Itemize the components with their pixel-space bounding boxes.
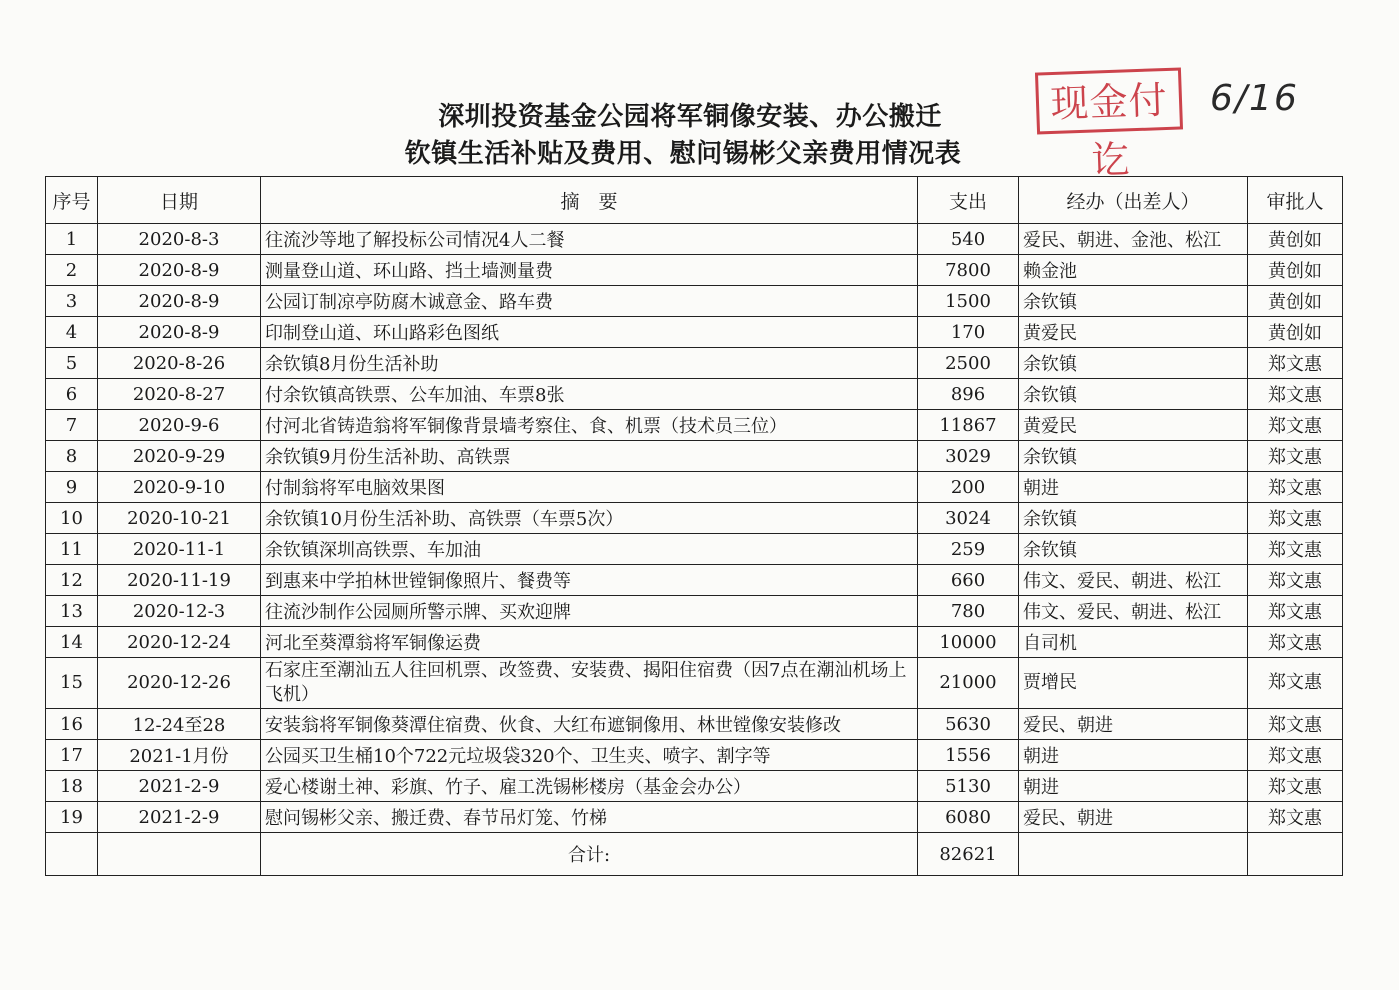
cell-approver: 郑文惠 [1248, 348, 1343, 379]
cell-approver: 黄创如 [1248, 317, 1343, 348]
cell-approver: 黄创如 [1248, 255, 1343, 286]
cell-handler: 朝进 [1019, 472, 1248, 503]
total-label: 合计: [261, 833, 918, 876]
total-row [46, 833, 1343, 876]
cell-seq: 17 [46, 740, 98, 771]
cell-date: 2020-9-6 [98, 410, 261, 441]
cell-summary: 印制登山道、环山路彩色图纸 [261, 317, 918, 348]
cell-date: 2020-8-9 [98, 255, 261, 286]
cell-summary: 付余钦镇高铁票、公车加油、车票8张 [261, 379, 918, 410]
total-approver-cell [1248, 833, 1343, 876]
cell-expense: 259 [918, 534, 1019, 565]
cell-approver: 郑文惠 [1248, 410, 1343, 441]
table-row [46, 410, 1343, 441]
cell-expense: 11867 [918, 410, 1019, 441]
cell-approver: 郑文惠 [1248, 596, 1343, 627]
document-title-line-2: 钦镇生活补贴及费用、慰问锡彬父亲费用情况表 [404, 139, 962, 169]
cell-date: 2020-8-26 [98, 348, 261, 379]
cell-handler: 余钦镇 [1019, 379, 1248, 410]
table-row [46, 379, 1343, 410]
cell-summary: 慰问锡彬父亲、搬迁费、春节吊灯笼、竹梯 [261, 802, 918, 833]
cell-handler: 自司机 [1019, 627, 1248, 658]
cash-paid-stamp: 现金付讫 [1035, 67, 1183, 134]
cell-approver: 郑文惠 [1248, 771, 1343, 802]
table-row [46, 740, 1343, 771]
table-row [46, 503, 1343, 534]
cell-summary: 付制翁将军电脑效果图 [261, 472, 918, 503]
cell-expense: 780 [918, 596, 1019, 627]
cell-seq: 11 [46, 534, 98, 565]
table-row [46, 224, 1343, 255]
cell-approver: 郑文惠 [1248, 802, 1343, 833]
cell-seq: 18 [46, 771, 98, 802]
cell-expense: 540 [918, 224, 1019, 255]
table-header-row [46, 177, 1343, 224]
expense-table [45, 176, 1343, 876]
cell-summary: 余钦镇8月份生活补助 [261, 348, 918, 379]
table-row [46, 771, 1343, 802]
cell-approver: 郑文惠 [1248, 534, 1343, 565]
cell-seq: 5 [46, 348, 98, 379]
cell-date: 2021-1月份 [98, 740, 261, 771]
cell-expense: 1500 [918, 286, 1019, 317]
cell-summary: 余钦镇10月份生活补助、高铁票（车票5次） [261, 503, 918, 534]
cell-date: 2020-12-3 [98, 596, 261, 627]
table-row [46, 348, 1343, 379]
cell-approver: 郑文惠 [1248, 441, 1343, 472]
cell-approver: 郑文惠 [1248, 379, 1343, 410]
cell-seq: 6 [46, 379, 98, 410]
cell-seq: 14 [46, 627, 98, 658]
cell-expense: 3024 [918, 503, 1019, 534]
cell-date: 2021-2-9 [98, 802, 261, 833]
cell-handler: 伟文、爱民、朝进、松江 [1019, 565, 1248, 596]
cell-seq: 15 [46, 658, 98, 709]
cell-summary: 付河北省铸造翁将军铜像背景墙考察住、食、机票（技术员三位） [261, 410, 918, 441]
cell-expense: 10000 [918, 627, 1019, 658]
cell-summary: 爱心楼谢土神、彩旗、竹子、雇工洗锡彬楼房（基金会办公） [261, 771, 918, 802]
table-row [46, 255, 1343, 286]
document-title-line-1: 深圳投资基金公园将军铜像安装、办公搬迁 [438, 102, 942, 132]
cell-seq: 4 [46, 317, 98, 348]
cell-expense: 2500 [918, 348, 1019, 379]
cell-handler: 余钦镇 [1019, 348, 1248, 379]
cell-approver: 郑文惠 [1248, 472, 1343, 503]
cell-seq: 13 [46, 596, 98, 627]
cell-summary: 往流沙等地了解投标公司情况4人二餐 [261, 224, 918, 255]
cell-seq: 3 [46, 286, 98, 317]
cell-summary: 安装翁将军铜像葵潭住宿费、伙食、大红布遮铜像用、林世镗像安装修改 [261, 709, 918, 740]
cell-expense: 21000 [918, 658, 1019, 709]
header-approver: 审批人 [1248, 177, 1343, 224]
cell-date: 2021-2-9 [98, 771, 261, 802]
table-row [46, 534, 1343, 565]
cell-summary: 公园买卫生桶10个722元垃圾袋320个、卫生夹、喷字、割字等 [261, 740, 918, 771]
cell-seq: 9 [46, 472, 98, 503]
cell-seq: 16 [46, 709, 98, 740]
cell-date: 2020-12-24 [98, 627, 261, 658]
cell-expense: 200 [918, 472, 1019, 503]
cell-seq: 12 [46, 565, 98, 596]
table-row [46, 802, 1343, 833]
cell-handler: 朝进 [1019, 771, 1248, 802]
cell-date: 2020-8-27 [98, 379, 261, 410]
cell-handler: 余钦镇 [1019, 441, 1248, 472]
cell-date: 2020-11-1 [98, 534, 261, 565]
header-summary: 摘 要 [261, 177, 918, 224]
header-expense: 支出 [918, 177, 1019, 224]
cell-summary: 河北至葵潭翁将军铜像运费 [261, 627, 918, 658]
cell-expense: 3029 [918, 441, 1019, 472]
cell-handler: 赖金池 [1019, 255, 1248, 286]
cell-approver: 郑文惠 [1248, 627, 1343, 658]
cell-seq: 19 [46, 802, 98, 833]
cell-handler: 贾增民 [1019, 658, 1248, 709]
cell-approver: 黄创如 [1248, 286, 1343, 317]
cell-date: 2020-8-9 [98, 317, 261, 348]
cell-summary: 余钦镇9月份生活补助、高铁票 [261, 441, 918, 472]
cell-handler: 爱民、朝进 [1019, 709, 1248, 740]
cell-date: 2020-11-19 [98, 565, 261, 596]
cell-date: 2020-9-29 [98, 441, 261, 472]
cell-summary: 石家庄至潮汕五人往回机票、改签费、安装费、揭阳住宿费（因7点在潮汕机场上飞机） [261, 658, 918, 709]
header-handler: 经办（出差人） [1019, 177, 1248, 224]
cell-approver: 黄创如 [1248, 224, 1343, 255]
table-row [46, 441, 1343, 472]
cell-approver: 郑文惠 [1248, 565, 1343, 596]
cell-handler: 朝进 [1019, 740, 1248, 771]
cell-expense: 6080 [918, 802, 1019, 833]
cell-seq: 1 [46, 224, 98, 255]
cell-date: 2020-8-9 [98, 286, 261, 317]
table-row [46, 658, 1343, 709]
cell-handler: 余钦镇 [1019, 286, 1248, 317]
cell-date: 2020-12-26 [98, 658, 261, 709]
cell-approver: 郑文惠 [1248, 709, 1343, 740]
cell-approver: 郑文惠 [1248, 658, 1343, 709]
cell-date: 2020-9-10 [98, 472, 261, 503]
table-row [46, 596, 1343, 627]
cell-seq: 8 [46, 441, 98, 472]
cell-summary: 测量登山道、环山路、挡土墙测量费 [261, 255, 918, 286]
cell-expense: 1556 [918, 740, 1019, 771]
cell-summary: 往流沙制作公园厕所警示牌、买欢迎牌 [261, 596, 918, 627]
cell-expense: 5630 [918, 709, 1019, 740]
table-row [46, 709, 1343, 740]
total-seq-cell [46, 833, 98, 876]
cell-handler: 爱民、朝进、金池、松江 [1019, 224, 1248, 255]
cell-summary: 到惠来中学拍林世镗铜像照片、餐费等 [261, 565, 918, 596]
table-row [46, 472, 1343, 503]
cell-handler: 余钦镇 [1019, 503, 1248, 534]
cell-seq: 2 [46, 255, 98, 286]
header-date: 日期 [98, 177, 261, 224]
total-value: 82621 [918, 833, 1019, 876]
cell-handler: 余钦镇 [1019, 534, 1248, 565]
cell-handler: 爱民、朝进 [1019, 802, 1248, 833]
cell-handler: 伟文、爱民、朝进、松江 [1019, 596, 1248, 627]
cell-handler: 黄爱民 [1019, 410, 1248, 441]
table-row [46, 565, 1343, 596]
cell-approver: 郑文惠 [1248, 740, 1343, 771]
header-seq: 序号 [46, 177, 98, 224]
cell-handler: 黄爱民 [1019, 317, 1248, 348]
cell-expense: 170 [918, 317, 1019, 348]
cell-expense: 7800 [918, 255, 1019, 286]
cell-approver: 郑文惠 [1248, 503, 1343, 534]
cell-seq: 10 [46, 503, 98, 534]
table-row [46, 627, 1343, 658]
table-row [46, 286, 1343, 317]
cell-expense: 660 [918, 565, 1019, 596]
cell-expense: 896 [918, 379, 1019, 410]
total-date-cell [98, 833, 261, 876]
cell-expense: 5130 [918, 771, 1019, 802]
table-row [46, 317, 1343, 348]
cell-seq: 7 [46, 410, 98, 441]
cell-summary: 公园订制凉亭防腐木诚意金、路车费 [261, 286, 918, 317]
cell-date: 2020-8-3 [98, 224, 261, 255]
page-mark: 6/16 [1210, 78, 1299, 119]
total-handler-cell [1019, 833, 1248, 876]
cell-date: 12-24至28 [98, 709, 261, 740]
cell-date: 2020-10-21 [98, 503, 261, 534]
cell-summary: 余钦镇深圳高铁票、车加油 [261, 534, 918, 565]
